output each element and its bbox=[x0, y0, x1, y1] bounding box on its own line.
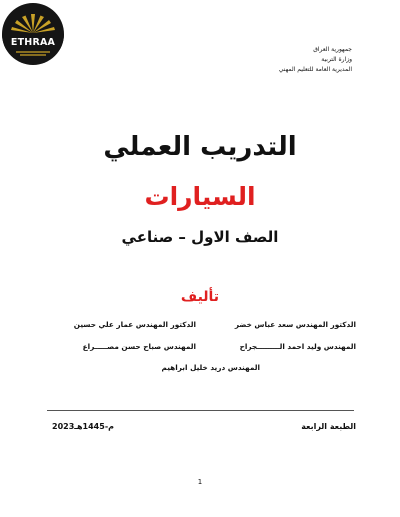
logo-wordmark: ETHRAA bbox=[10, 37, 56, 48]
divider-line bbox=[47, 410, 354, 411]
authors-heading: تأليف bbox=[180, 289, 220, 305]
ministry-header bbox=[232, 45, 352, 75]
author-name: المهندس وليد احمد الـــــــــجراح bbox=[239, 342, 356, 351]
sunburst-icon bbox=[2, 3, 64, 65]
subject-title: السيارات bbox=[144, 182, 256, 211]
header-line-country: جمهورية العراق bbox=[313, 46, 352, 53]
header-line-directorate: المديرية العامة للتعليم المهني bbox=[278, 66, 352, 73]
author-name: الدكتور المهندس عمار علي حسين bbox=[73, 320, 196, 329]
author-name: المهندس صباح حسن مصـــــراع bbox=[82, 342, 196, 351]
page-number: 1 bbox=[197, 478, 203, 486]
author-name: الدكتور المهندس سعد عباس خضر bbox=[234, 320, 356, 329]
author-name: المهندس دريد خليل ابراهيم bbox=[161, 363, 260, 372]
grade-label: الصف الاول – صناعي bbox=[121, 228, 279, 246]
publication-year: 2023م-1445هـ bbox=[52, 422, 114, 431]
edition-label: الطبعة الرابعة bbox=[301, 422, 356, 431]
ethraa-logo bbox=[2, 3, 64, 65]
header-line-ministry: وزارة التربية bbox=[321, 56, 352, 63]
document-title: التدريب العملي bbox=[103, 132, 297, 162]
